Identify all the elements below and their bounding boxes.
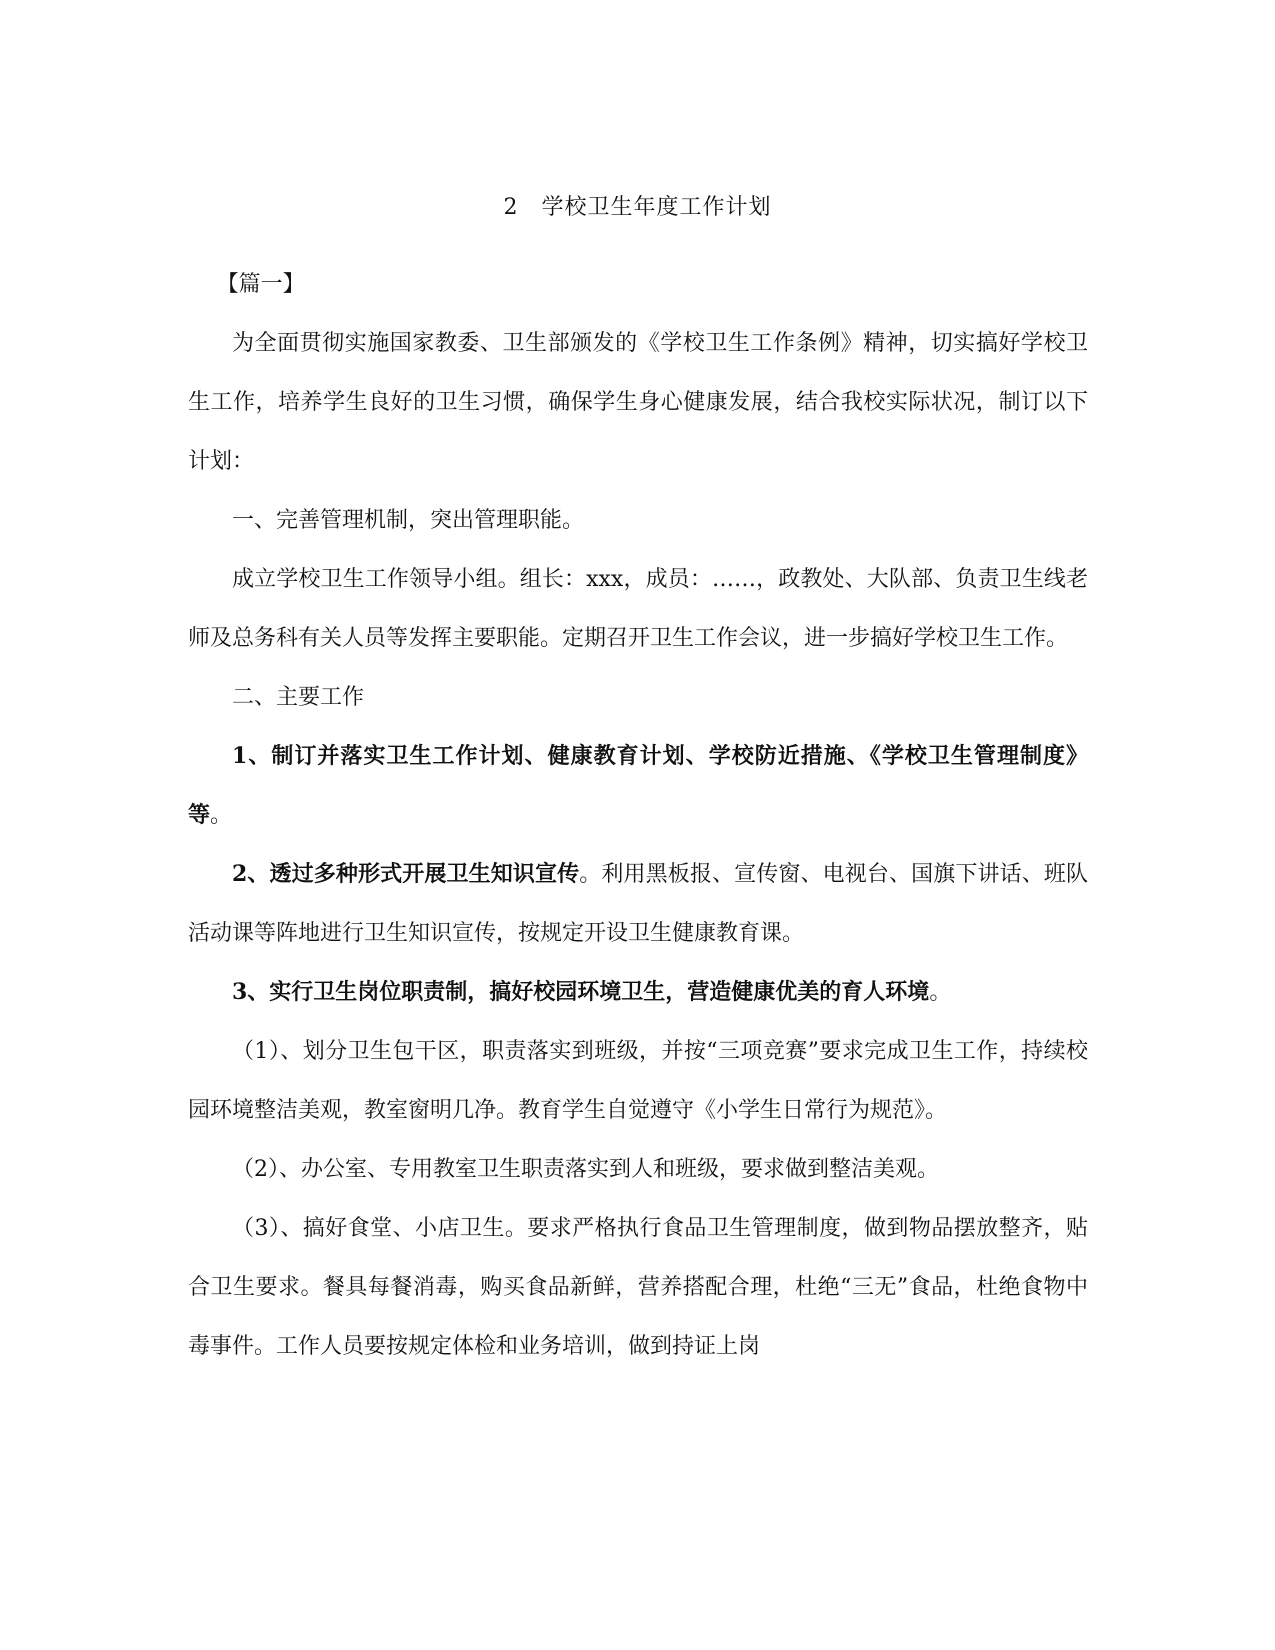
heading-main-work: 二、主要工作 xyxy=(232,685,365,710)
document-body xyxy=(188,255,1088,1376)
work-item-2-text: 。利用黑板报、宣传窗、电视台、国旗下讲话、班队活动课等阵地进行卫生知识宣传，按规定开设卫生健康教育课。 xyxy=(188,862,1088,946)
heading-management: 一、完善管理机制，突出管理职能。 xyxy=(232,508,585,533)
work-item-2 xyxy=(188,845,1088,963)
sub-item-3: （3）、搞好食堂、小店卫生。要求严格执行食品卫生管理制度，做到物品摆放整齐，贴合卫生要求。餐具每餐消毒，购买食品新鲜，营养搭配合理，杜绝“三无”食品，杜绝食物中毒事件。工作人员要按规定体检和业务培训，做到持证上岗 xyxy=(188,1216,1088,1359)
work-item-3 xyxy=(188,963,1088,1022)
work-item-1-heading: 1、制订并落实卫生工作计划、健康教育计划、学校防近措施、《学校卫生管理制度》等 xyxy=(188,743,1088,828)
work-item-3-heading: 3、实行卫生岗位职责制，搞好校园环境卫生，营造健康优美的育人环境 xyxy=(232,979,930,1005)
intro-paragraph: 为全面贯彻实施国家教委、卫生部颁发的《学校卫生工作条例》精神，切实搞好学校卫生工作，培养学生良好的卫生习惯，确保学生身心健康发展，结合我校实际状况，制订以下计划： xyxy=(188,331,1088,474)
work-item-1 xyxy=(188,727,1088,845)
work-item-1-text: 。 xyxy=(210,803,233,828)
section-label: 【篇一】 xyxy=(216,272,305,297)
leadership-paragraph: 成立学校卫生工作领导小组。组长：xxx，成员：……，政教处、大队部、负责卫生线老师及总务科有关人员等发挥主要职能。定期召开卫生工作会议，进一步搞好学校卫生工作。 xyxy=(188,567,1088,651)
sub-item-1: （1）、划分卫生包干区，职责落实到班级，并按“三项竞赛”要求完成卫生工作，持续校园环境整洁美观，教室窗明几净。教育学生自觉遵守《小学生日常行为规范》。 xyxy=(188,1039,1088,1123)
sub-item-2: （2）、办公室、专用教室卫生职责落实到人和班级，要求做到整洁美观。 xyxy=(232,1157,939,1182)
work-item-3-text: 。 xyxy=(929,980,952,1005)
work-item-2-heading: 2、透过多种形式开展卫生知识宣传 xyxy=(232,861,580,887)
document-title: 2 学校卫生年度工作计划 xyxy=(503,195,772,220)
